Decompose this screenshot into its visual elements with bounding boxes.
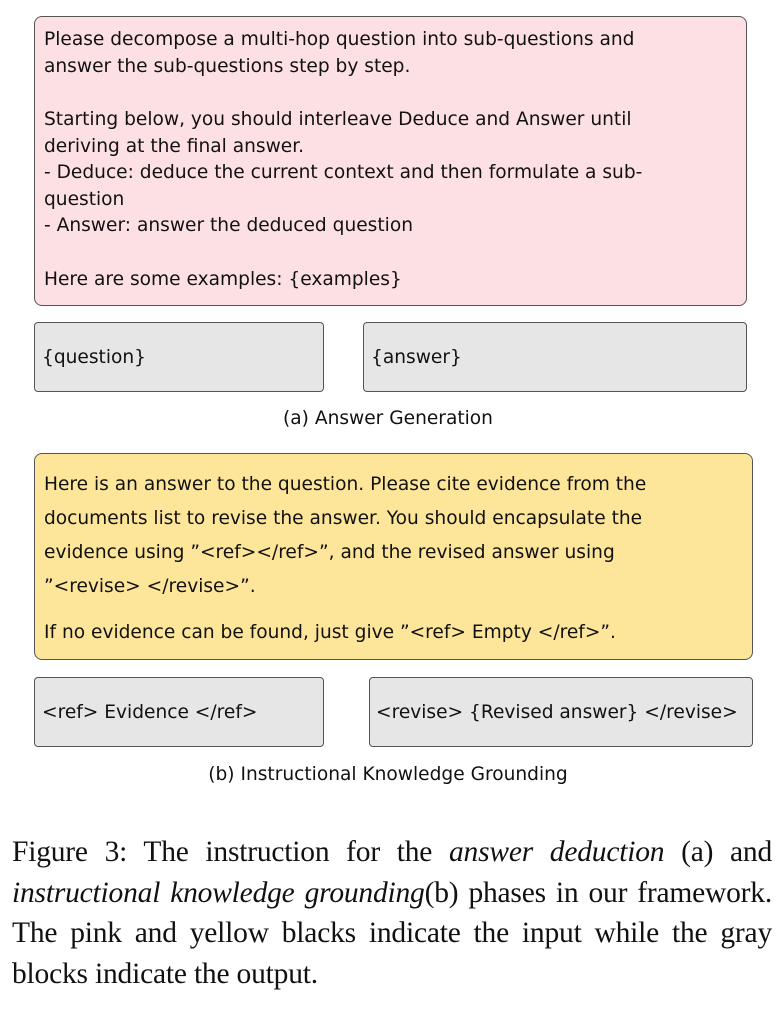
answer-generation-instruction-block: [34, 16, 747, 306]
evidence-output-block: [34, 677, 324, 747]
instruction-a-paragraph-3: Here are some examples: {examples}: [44, 268, 402, 290]
caption-emphasis-2: instructional knowledge grounding: [12, 876, 425, 909]
subcaption-a: (a) Answer Generation: [283, 408, 493, 429]
instruction-a-paragraph-2: Starting below, you should interleave Deduce and Answer until deriving at the final answer. - Deduce: deduce the current context and then formulate a sub- question - Answer: answer the deduced question: [44, 109, 643, 236]
question-output-block: [34, 322, 324, 392]
question-placeholder: {question}: [42, 346, 146, 368]
caption-emphasis-1: answer deduction: [448, 836, 665, 868]
instruction-a-paragraph-1: Please decompose a multi-hop question into sub-questions and answer the sub-questions step by step.: [44, 29, 635, 77]
evidence-placeholder: <ref> Evidence </ref>: [42, 701, 258, 723]
caption-part-2: (a) and: [664, 836, 772, 868]
subcaption-b: (b) Instructional Knowledge Grounding: [208, 764, 568, 785]
instruction-b-paragraph-2: If no evidence can be found, just give ”<ref> Empty </ref>”.: [44, 622, 616, 643]
caption-part-3: (b) phases in our framework. The pink and yellow blacks indicate the input while the gray blocks indicate the output.: [12, 876, 773, 990]
figure-caption: [12, 832, 772, 994]
answer-placeholder: {answer}: [371, 346, 462, 368]
answer-output-block: [363, 322, 747, 392]
knowledge-grounding-instruction-block: [34, 453, 753, 660]
instruction-b-paragraph-1: Here is an answer to the question. Please cite evidence from the documents list to revise the answer. You should encapsulate the evidence using ”<ref></ref>”, and the revised answer using ”<revise> </revise>”.: [44, 474, 647, 597]
revised-answer-output-block: [369, 677, 753, 747]
revised-answer-placeholder: <revise> {Revised answer} </revise>: [376, 701, 738, 723]
caption-part-1: Figure 3: The instruction for the: [12, 836, 449, 868]
